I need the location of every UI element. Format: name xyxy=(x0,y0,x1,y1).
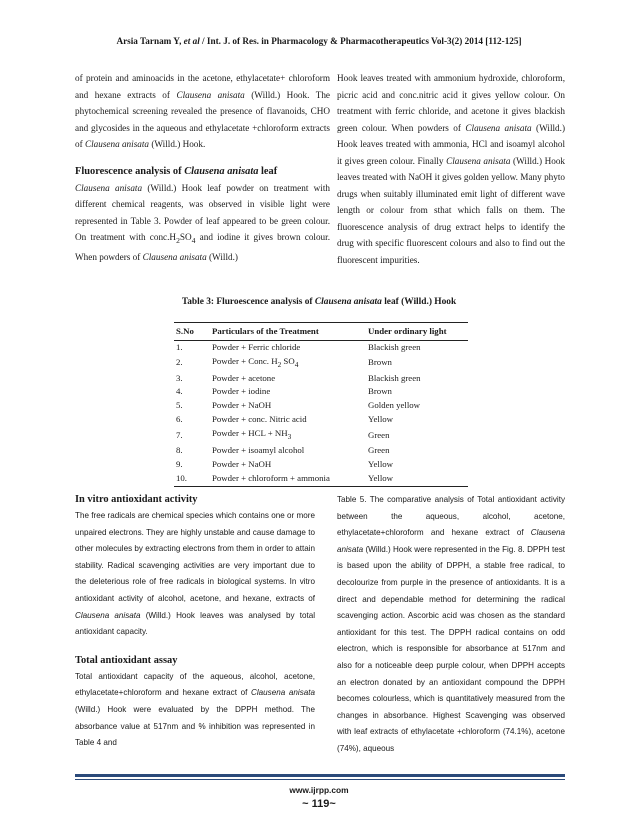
cell-treatment: Powder + NaOH xyxy=(212,458,272,469)
cell-sno: 8. xyxy=(176,444,183,455)
cell-light: Golden yellow xyxy=(368,400,421,411)
cell-light: Yellow xyxy=(368,414,394,425)
cell-treatment: Powder + conc. Nitric acid xyxy=(212,414,307,425)
footer-website: www.ijrpp.com xyxy=(289,785,349,795)
heading-fluorescence: Fluorescence analysis of Clausena anisata leaf xyxy=(75,165,278,177)
paragraph-dpph: Table 5. The comparative analysis of Total antioxidant activity between the aqueous, alcohol, acetone, ethylacetate+chloroform and hexane extract of Clausena anisata (Willd.) Hook were represented in the Fig. 8. DPPH test is based upon the ability of DPPH, a stable free radical, to decolourize from purple in the presence of antioxidants. It is a direct and dependable method for determining the radical scavenging action. Ascorbic acid was chosen as the standard antioxidant for this test. The DPPH radical contains on odd electron, which is responsible for absorbance at 517nm and also for a noticeable deep purple colour, when DPPH accepts an electron donated by an antioxidant compound the DPPH becomes colourless, which is quantitatively measured from the changes in absorbance. Highest Scavenging was observed with leaf extracts of ethylacetate +chloroform (74.1%), acetone (74%), aqueous xyxy=(337,495,565,753)
cell-sno: 5. xyxy=(176,400,183,411)
cell-sno: 9. xyxy=(176,458,183,469)
heading-in-vitro: In vitro antioxidant activity xyxy=(75,494,198,505)
cell-sno: 4. xyxy=(176,386,183,397)
footer-rule-thick xyxy=(75,774,565,777)
cell-light: Blackish green xyxy=(368,342,421,352)
paragraph-total-antioxidant: Total antioxidant capacity of the aqueous, alcohol, acetone, ethylacetate+chloroform and hexane extract of Clausena anisata (Willd.) Hook were evaluated by the DPPH method. The absorbance value at 517nm and % inhibition was represented in Table 4 and xyxy=(75,671,315,748)
table-header-row xyxy=(174,323,468,341)
cell-treatment: Powder + acetone xyxy=(212,372,276,383)
column-top-left xyxy=(75,70,330,266)
fluorescence-table xyxy=(174,322,468,487)
table-row xyxy=(174,413,468,427)
heading-total-antioxidant: Total antioxidant assay xyxy=(75,654,178,666)
cell-light: Yellow xyxy=(366,472,468,486)
cell-treatment: Powder + Ferric chloride xyxy=(212,342,301,352)
table-row xyxy=(174,372,468,386)
table-row xyxy=(174,341,468,355)
cell-light: Brown xyxy=(368,386,392,397)
cell-sno: 2. xyxy=(176,357,183,368)
table-row xyxy=(174,399,468,413)
column-top-right xyxy=(337,70,565,268)
table-caption: Table 3: Fluroescence analysis of Clausena anisata leaf (Willd.) Hook xyxy=(181,297,457,307)
cell-treatment: Powder + iodine xyxy=(212,386,271,397)
cell-treatment: Powder + Conc. $H_2$ $SO_4$ xyxy=(212,355,299,369)
table-row xyxy=(174,355,468,372)
cell-treatment: Powder + NaOH xyxy=(212,400,272,411)
paragraph-phytochemical: of protein and aminoacids in the acetone, ethylacetate+ chloroform and hexane extracts of Clausena anisata (Willd.) Hook. The phytochemical screening revealed the presence of flavanoids, CHO and glycosides in the aqueous and ethylacetate +chloroform extracts of Clausena anisata (Willd.) Hook. xyxy=(75,73,331,149)
cell-light: Yellow xyxy=(368,458,394,469)
header-authors: Arsia Tarnam Y, xyxy=(116,36,182,46)
table-row xyxy=(174,385,468,399)
cell-sno: 7. xyxy=(176,429,183,440)
running-header xyxy=(0,36,638,46)
cell-light: Brown xyxy=(368,357,392,368)
cell-treatment: Powder + chloroform + ammonia xyxy=(210,472,366,486)
table-row xyxy=(174,458,468,472)
header-sno: S.No xyxy=(174,323,210,341)
cell-sno: 10. xyxy=(174,472,210,486)
footer-rule-thin xyxy=(75,779,565,780)
column-bottom-right xyxy=(337,492,565,758)
paragraph-fluorescence-continued: Hook leaves treated with ammonium hydroxide, chloroform, picric acid and conc.nitric acid it gives yellow colour. On treatment with ferric chloride, and acetone it gives blackish green colour. When powders of Clausena anisata (Willd.) Hook leaves treated with ammonia, HCl and isoamyl alcohol it gives green colour. Finally Clausena anisata (Willd.) Hook leaves treated with NaOH it gives golden yellow. Many phyto drugs when suitably illuminated emit light of different wave length or colour from sthat which falls on them. The fluorescence analysis of drug extract helps to identify the drug with specific fluorescent colours and also to find out the fluorescent impurities. xyxy=(337,73,566,265)
header-journal: / Int. J. of Res. in Pharmacology & Pharmacotherapeutics Vol-3(2) 2014 [112-125] xyxy=(202,36,522,46)
paragraph-in-vitro: The free radicals are chemical species which contains one or more unpaired electrons. They are highly unstable and cause damage to other molecules by extracting electrons from them in order to attain stability. Radical scavenging activities are very important due to the deleterious role of free radicals in biological systems. In vitro antioxidant activity of alcohol, acetone, and hexane, extracts of Clausena anisata (Willd.) Hook leaves was analysed by total antioxidant capacity. xyxy=(75,511,315,637)
table-row xyxy=(174,427,468,444)
cell-light: Blackish green xyxy=(368,372,421,383)
cell-sno: 3. xyxy=(176,372,183,383)
paragraph-fluorescence: Clausena anisata (Willd.) Hook leaf powder on treatment with different chemical reagents, was observed in visible light were represented in Table 3. Powder of leaf appeared to be green colour. On treatment with $conc.H_2SO_4$ and iodine it gives brown colour. When powders of Clausena anisata (Willd.) xyxy=(75,182,331,263)
header-light: Under ordinary light xyxy=(366,323,468,341)
cell-sno: 1. xyxy=(176,342,183,352)
column-bottom-left xyxy=(75,492,315,752)
cell-treatment: Powder + HCL + $NH_3$ xyxy=(212,428,292,441)
header-treatment: Particulars of the Treatment xyxy=(210,323,366,341)
cell-light: Green xyxy=(368,429,390,440)
header-etal: et al xyxy=(183,36,200,46)
page-number: ~ 119~ xyxy=(302,798,336,810)
table-row xyxy=(174,444,468,458)
table-row xyxy=(174,472,468,486)
cell-sno: 6. xyxy=(176,414,183,425)
cell-treatment: Powder + isoamyl alcohol xyxy=(212,444,305,455)
cell-light: Green xyxy=(368,444,390,455)
